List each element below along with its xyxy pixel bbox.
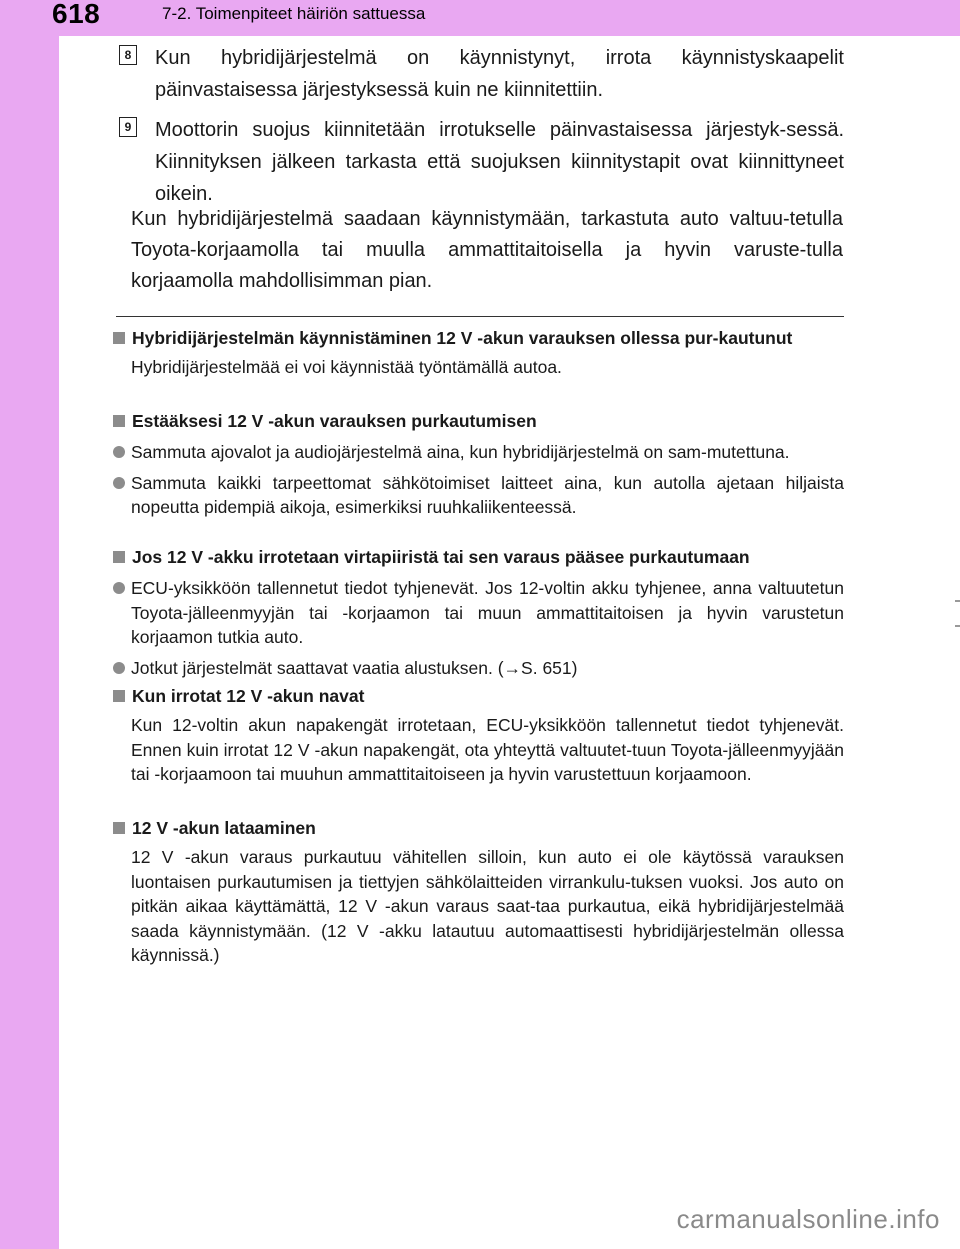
step-text: Kun hybridijärjestelmä on käynnistynyt, irrota käynnistyskaapelit päinvastaisessa järjestyksessä kuin ne kiinnitettiin. xyxy=(155,47,844,101)
round-bullet-icon xyxy=(113,477,125,489)
list-item: Sammuta kaikki tarpeettomat sähkötoimiset laitteet aina, kun autolla ajetaan hiljaista nopeutta pidempiä aikoja, esimerkiksi ruuhkaliikenteessä. xyxy=(112,471,844,520)
note-title: Hybridijärjestelmän käynnistäminen 12 V -akun varauksen ollessa pur-kautunut xyxy=(112,326,844,351)
section-title: 7-2. Toimenpiteet häiriön sattuessa xyxy=(162,4,426,23)
watermark: carmanualsonline.info xyxy=(676,1204,940,1234)
header-color-band xyxy=(0,0,960,36)
square-bullet-icon xyxy=(113,690,125,702)
note-body: Kun 12-voltin akun napakengät irrotetaan, ECU-yksikköön tallennetut tiedot tyhjenevät. Ennen kuin irrotat 12 V -akun napakengät, ota yhteyttä valtuutet-tuun Toyota-jälleenmyyjään tai -korjaamoon tai muuhun ammattitaitoiseen ja hyvin varustettuun korjaamoon. xyxy=(131,715,844,784)
note-title: Estääksesi 12 V -akun varauksen purkautumisen xyxy=(112,409,844,434)
step-number-badge: 9 xyxy=(119,117,137,137)
note-body: 12 V -akun varaus purkautuu vähitellen silloin, kun auto ei ole käytössä varauksen luontaisen purkautumisen ja tiettyjen sähkölaitteiden virrankulu-tuksen vuoksi. Jos auto on pitkän aikaa käyttämättä, 12 V -akun varaus saat-taa purkautua, eikä hybridijärjestelmää saada käynnistymään. (12 V -akku latautuu automaattisesti hybridijärjestelmän ollessa käynnissä.) xyxy=(131,847,844,965)
note-jump-start xyxy=(112,326,844,380)
step-number-badge: 8 xyxy=(119,45,137,65)
note-title: 12 V -akun lataaminen xyxy=(112,816,844,841)
square-bullet-icon xyxy=(113,332,125,344)
note-battery-disconnected xyxy=(112,545,844,680)
round-bullet-icon xyxy=(113,446,125,458)
list-item: ECU-yksikköön tallennetut tiedot tyhjenevät. Jos 12-voltin akku tyhjenee, anna valtuutetun Toyota-jälleenmyyjän tai -korjaamon tai muun ammattitaitoisen ja hyvin varustetun korjaamon tutkia auto. xyxy=(112,576,844,650)
edge-mark xyxy=(955,625,960,627)
note-title: Jos 12 V -akku irrotetaan virtapiiristä tai sen varaus pääsee purkautumaan xyxy=(112,545,844,570)
edge-mark xyxy=(955,600,960,602)
square-bullet-icon xyxy=(113,822,125,834)
note-body: Hybridijärjestelmää ei voi käynnistää työntämällä autoa. xyxy=(131,357,562,377)
note-disconnect-terminals xyxy=(112,684,844,787)
list-item: Jotkut järjestelmät saattavat vaatia alustuksen. (→S. 651) xyxy=(112,656,844,681)
step-9 xyxy=(119,114,844,210)
square-bullet-icon xyxy=(113,415,125,427)
section-divider xyxy=(116,316,844,317)
step-8 xyxy=(119,42,844,106)
step-text: Moottorin suojus kiinnitetään irrotukselle päinvastaisessa järjestyk-sessä. Kiinnityksen jälkeen tarkasta että suojuksen kiinnitystapit ovat kiinnittyneet oikein. xyxy=(155,119,844,205)
page-number: 618 xyxy=(52,0,101,29)
round-bullet-icon xyxy=(113,662,125,674)
side-color-band xyxy=(0,0,59,1249)
note-title: Kun irrotat 12 V -akun navat xyxy=(112,684,844,709)
note-prevent-discharge xyxy=(112,409,844,520)
square-bullet-icon xyxy=(113,551,125,563)
note-charging xyxy=(112,816,844,968)
round-bullet-icon xyxy=(113,582,125,594)
list-item: Sammuta ajovalot ja audiojärjestelmä aina, kun hybridijärjestelmä on sam-mutettuna. xyxy=(112,440,844,465)
closing-paragraph: Kun hybridijärjestelmä saadaan käynnistymään, tarkastuta auto valtuu-tetulla Toyota-korjaamolla tai muulla ammattitaitoisella ja hyvin varuste-tulla korjaamolla mahdollisimman pian. xyxy=(131,208,843,292)
